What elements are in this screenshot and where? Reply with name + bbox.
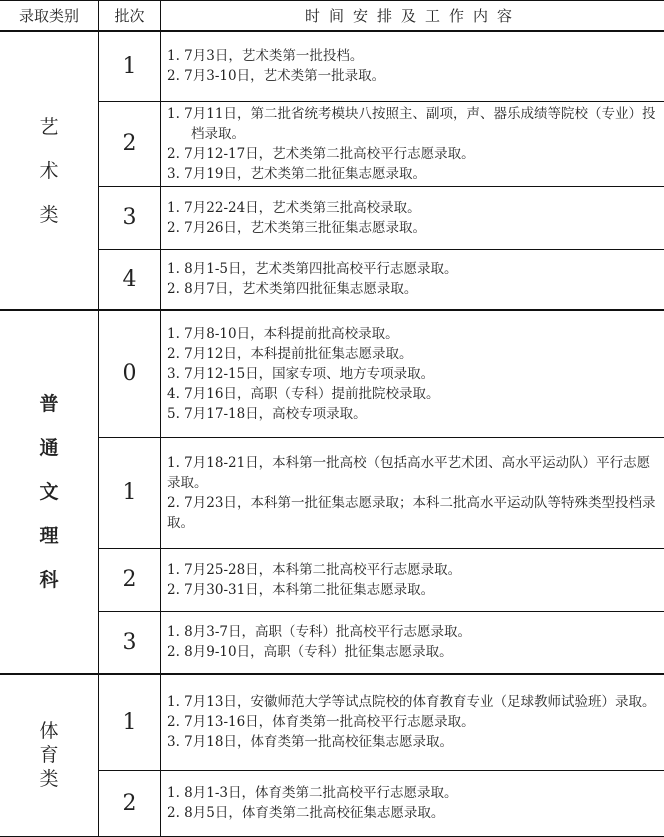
table-row — [0, 437, 664, 548]
batch-number: 1 — [99, 674, 161, 770]
table-row — [0, 249, 664, 310]
schedule-item: 4. 7月16日，高职（专科）提前批院校录取。 — [167, 384, 661, 404]
category-char: 通 — [0, 426, 98, 470]
category-sports — [0, 674, 99, 836]
schedule-item: 1. 7月13日，安徽师范大学等试点院校的体育教育专业（足球教师试验班）录取。 — [167, 692, 661, 712]
table-row — [0, 101, 664, 186]
batch-number: 2 — [99, 770, 161, 836]
category-char: 艺 — [0, 105, 98, 149]
category-char: 体 — [0, 719, 98, 743]
schedule-content — [161, 770, 664, 836]
table-row — [0, 611, 664, 674]
schedule-item: 3. 7月18日，体育类第一批高校征集志愿录取。 — [167, 732, 661, 752]
schedule-item: 2. 7月3-10日，艺术类第一批录取。 — [167, 66, 661, 86]
table-row — [0, 548, 664, 611]
schedule-content — [161, 31, 664, 101]
schedule-content — [161, 310, 664, 437]
batch-number: 3 — [99, 611, 161, 674]
batch-number: 3 — [99, 186, 161, 249]
schedule-item: 1. 7月25-28日，本科第二批高校平行志愿录取。 — [167, 560, 661, 580]
schedule-content — [161, 611, 664, 674]
schedule-item: 1. 8月1-3日，体育类第二批高校平行志愿录取。 — [167, 783, 661, 803]
schedule-item: 5. 7月17-18日，高校专项录取。 — [167, 404, 661, 424]
category-char: 类 — [0, 193, 98, 237]
schedule-content — [161, 674, 664, 770]
table-row — [0, 31, 664, 101]
batch-number: 2 — [99, 548, 161, 611]
schedule-item: 1. 8月3-7日，高职（专科）批高校平行志愿录取。 — [167, 622, 661, 642]
header-batch: 批次 — [99, 1, 161, 32]
category-char: 科 — [0, 558, 98, 602]
category-char: 育 — [0, 743, 98, 767]
schedule-item: 2. 7月12日，本科提前批征集志愿录取。 — [167, 344, 661, 364]
category-general — [0, 310, 99, 674]
schedule-content — [161, 186, 664, 249]
schedule-item: 2. 7月26日，艺术类第三批征集志愿录取。 — [167, 218, 661, 238]
batch-number: 1 — [99, 31, 161, 101]
table-row — [0, 186, 664, 249]
schedule-item: 1. 7月3日，艺术类第一批投档。 — [167, 46, 661, 66]
schedule-item: 1. 8月1-5日，艺术类第四批高校平行志愿录取。 — [167, 259, 661, 279]
schedule-item: 2. 7月23日，本科第一批征集志愿录取；本科二批高水平运动队等特殊类型投档录取。 — [167, 493, 661, 533]
schedule-content — [161, 437, 664, 548]
schedule-content — [161, 101, 664, 186]
header-row — [0, 1, 664, 32]
schedule-item: 2. 8月5日，体育类第二批高校征集志愿录取。 — [167, 803, 661, 823]
header-category: 录取类别 — [0, 1, 99, 32]
schedule-item: 1. 7月22-24日，艺术类第三批高校录取。 — [167, 198, 661, 218]
schedule-item: 2. 7月30-31日，本科第二批征集志愿录取。 — [167, 580, 661, 600]
schedule-content — [161, 249, 664, 310]
schedule-item: 1. 7月8-10日，本科提前批高校录取。 — [167, 324, 661, 344]
batch-number: 4 — [99, 249, 161, 310]
schedule-item: 3. 7月19日，艺术类第二批征集志愿录取。 — [167, 164, 661, 184]
schedule-item: 1. 7月18-21日，本科第一批高校（包括高水平艺术团、高水平运动队）平行志愿录取。 — [167, 453, 661, 493]
schedule-item: 3. 7月12-15日，国家专项、地方专项录取。 — [167, 364, 661, 384]
batch-number: 2 — [99, 101, 161, 186]
schedule-item: 2. 7月13-16日，体育类第一批高校平行志愿录取。 — [167, 712, 661, 732]
table-row — [0, 770, 664, 836]
category-char: 术 — [0, 149, 98, 193]
schedule-content — [161, 548, 664, 611]
schedule-item: 2. 7月12-17日，艺术类第二批高校平行志愿录取。 — [167, 144, 661, 164]
batch-number: 1 — [99, 437, 161, 548]
schedule-item: 2. 8月7日，艺术类第四批征集志愿录取。 — [167, 279, 661, 299]
header-content: 时间安排及工作内容 — [161, 1, 664, 32]
category-char: 类 — [0, 767, 98, 791]
batch-number: 0 — [99, 310, 161, 437]
category-char: 理 — [0, 514, 98, 558]
schedule-item: 2. 8月9-10日，高职（专科）批征集志愿录取。 — [167, 642, 661, 662]
category-char: 文 — [0, 470, 98, 514]
category-char: 普 — [0, 382, 98, 426]
schedule-item: 1. 7月11日，第二批省统考模块八按照主、副项，声、器乐成绩等院校（专业）投档录取。 — [167, 104, 661, 144]
table-row — [0, 310, 664, 437]
table-row — [0, 674, 664, 770]
category-art — [0, 31, 99, 310]
